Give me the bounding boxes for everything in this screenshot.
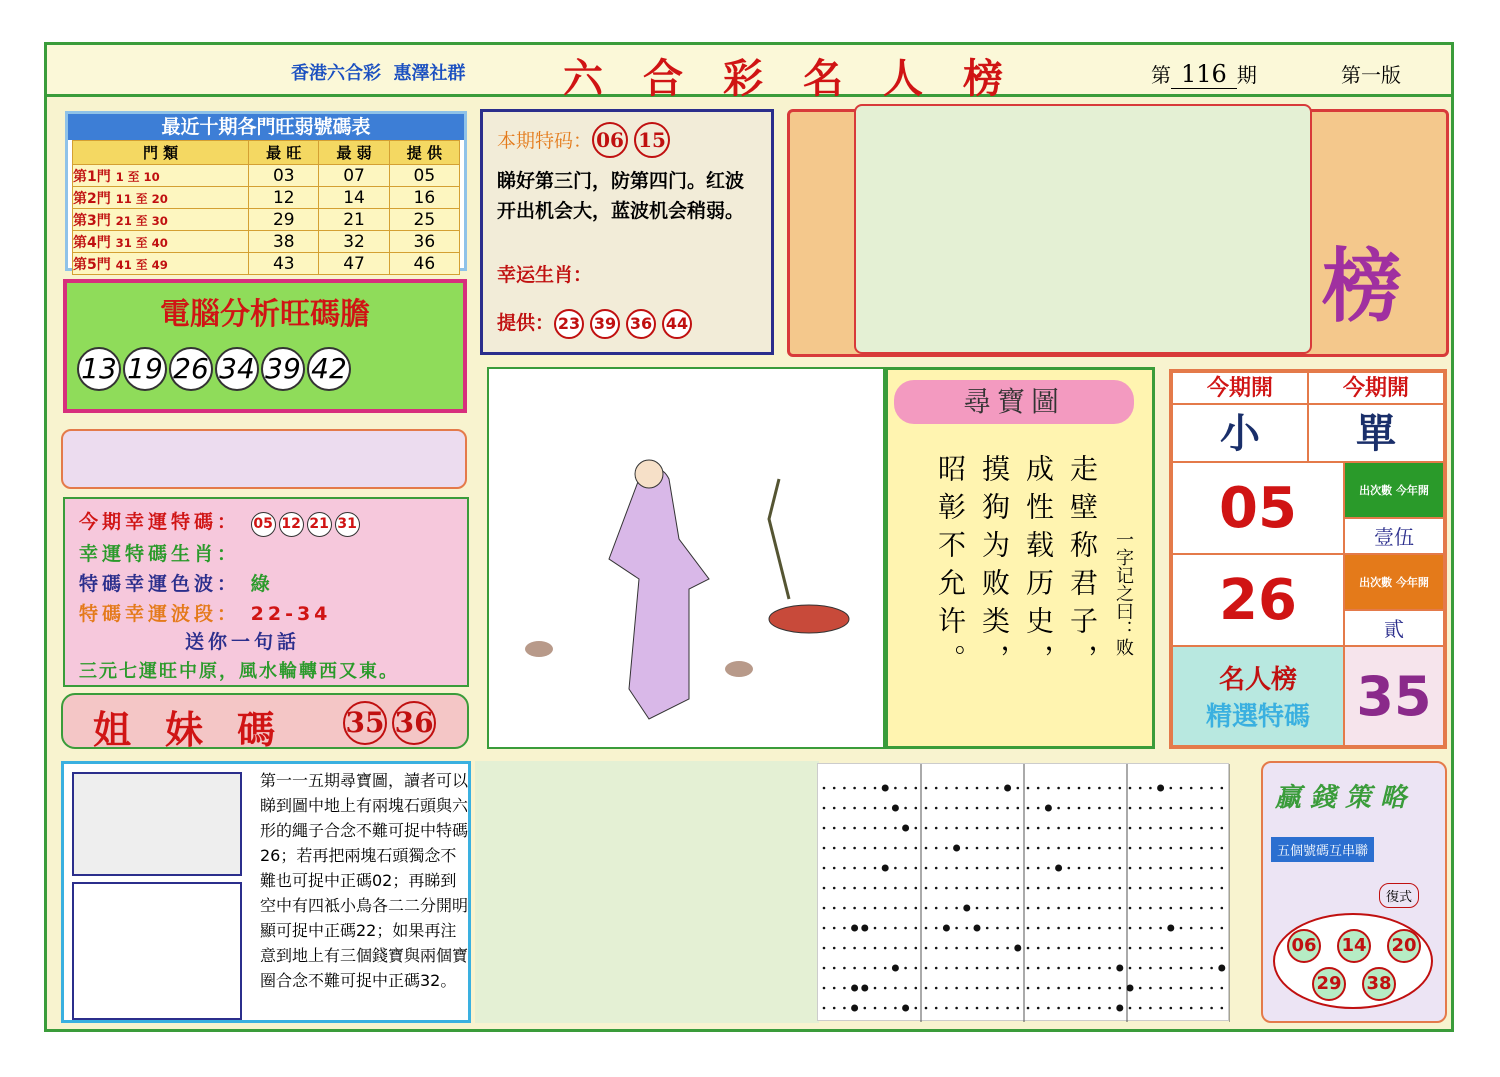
treasure-side: 一字记之曰：败 <box>1113 530 1134 656</box>
results-grid: 今期開 今期開 小 單 05 出次數 今年開 壹伍 26 出次數 今年開 貳 名人榜 精選特碼 35 <box>1169 369 1447 749</box>
strategy-numbers: 06 14 20 29 38 <box>1273 913 1433 1009</box>
strategy-title: 贏 錢 策 略 <box>1275 783 1407 813</box>
treasure-banner: 尋寶圖 <box>894 380 1134 424</box>
header <box>47 45 1451 102</box>
story-text: 第一一五期尋寶圖，讀者可以睇到圖中地上有兩塊石頭與六形的繩子合念不難可捉中特碼26；若再把兩塊石頭獨念不難也可捉中正碼02；再睇到空中有四袛小鳥各二二分開明顯可捉中正碼22；如果再注意到地上有三個錢寶與兩個寶圈合念不難可捉中正碼32。 <box>260 771 469 990</box>
story-panel <box>61 761 471 1023</box>
sister-title: 姐妹碼 <box>93 708 310 752</box>
gate-table <box>65 111 467 274</box>
blank-panel <box>61 429 467 489</box>
table-caption: 最近十期各門旺弱號碼表 <box>68 114 464 140</box>
strategy-sub: 五個號碼互串聯 <box>1271 837 1374 862</box>
special-panel: 本期特码： 06 15 睇好第三门，防第四门。红波开出机会大，蓝波机会稍弱。 幸运生肖： 提供： 23 39 36 44 <box>480 109 774 355</box>
strategy-panel <box>1261 761 1447 1023</box>
blank-green <box>475 761 819 1023</box>
table-row: 第5門 41 至 49 43 47 46 <box>73 253 460 275</box>
top-right-panel <box>787 109 1449 357</box>
lucky-panel: 今期幸運特碼： 05 12 21 31 幸運特碼生肖： 特碼幸運色波： 綠 特碼幸運波段： 22-34 送你一句話 三元七運旺中原，風水輪轉西又東。 <box>63 497 469 687</box>
sister-code: 姐妹碼 35 36 <box>61 693 469 749</box>
bang-char: 榜 <box>1322 240 1402 333</box>
page-frame <box>44 42 1454 1032</box>
publisher: 香港六合彩 惠澤社群 <box>291 63 466 84</box>
treasure-picture <box>487 367 885 749</box>
story-illustration <box>72 882 242 1020</box>
ad-blank <box>854 104 1312 354</box>
page-title: 六合彩名人榜 <box>563 55 1043 102</box>
pc-title: 電腦分析旺碼膽 <box>160 297 370 332</box>
book-illustration <box>72 772 242 876</box>
lady-illustration <box>489 369 883 747</box>
table-row: 第2門 11 至 20 12 14 16 <box>73 187 460 209</box>
pc-numbers: 13 19 26 34 39 42 <box>77 347 353 391</box>
table-row: 第1門 1 至 10 03 07 05 <box>73 165 460 187</box>
dot-grid <box>818 764 1230 1022</box>
edition: 第一版 <box>1341 63 1401 87</box>
fushi-label: 復式 <box>1379 883 1419 908</box>
issue-number: 第 116 期 <box>1151 60 1257 88</box>
table-row: 第3門 21 至 30 29 21 25 <box>73 209 460 231</box>
pc-analysis <box>63 279 467 413</box>
table-row: 第4門 31 至 40 38 32 36 <box>73 231 460 253</box>
treasure-map <box>885 367 1155 749</box>
treasure-poem: 走壁称君子，成性载历史，摸狗为败类，昭彰不允许。 <box>934 454 1099 682</box>
table: 門 類 最 旺 最 弱 提 供 第1門 1 至 10 03 07 05 第2門 11 至 20 12 14 16 第3門 21 至 30 29 21 25 第4門 31 至 40 38 32 36 第5門 41 至 49 43 47 46 <box>72 140 460 275</box>
dot-chart <box>817 763 1229 1021</box>
